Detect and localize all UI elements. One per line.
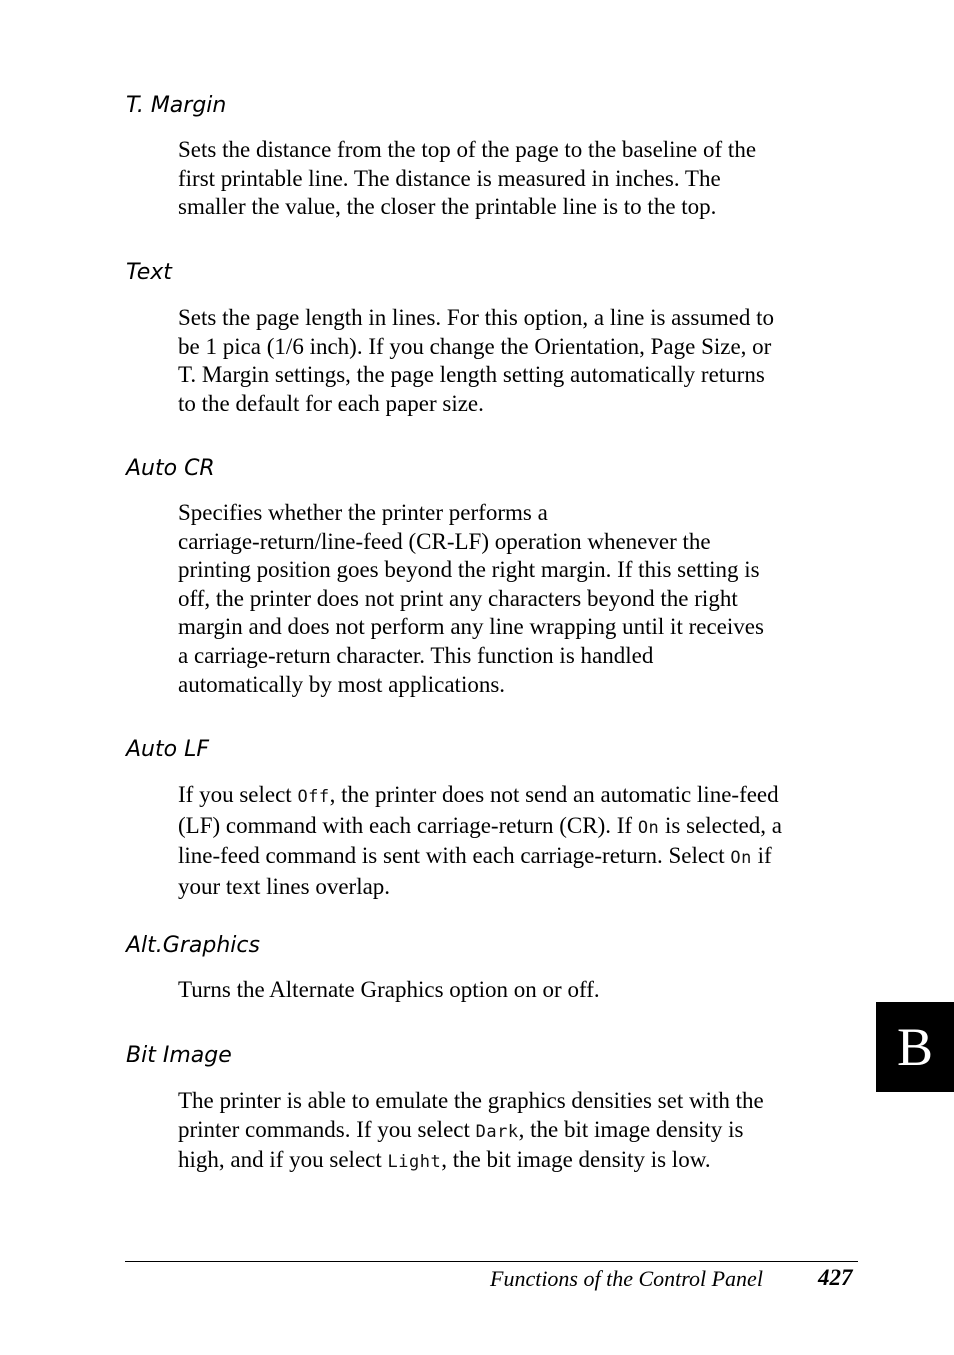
- body-line: [178, 1116, 868, 1147]
- body-line: [178, 781, 868, 812]
- footer-title: Functions of the Control Panel: [490, 1266, 763, 1291]
- section-heading-auto-cr: Auto CR: [126, 456, 215, 481]
- lcd-value-off: Off: [297, 787, 330, 807]
- section-body-auto-lf: [178, 781, 868, 901]
- body-line: [178, 812, 868, 843]
- body-line: be 1 pica (1/6 inch). If you change the Orientation, Page Size, or: [178, 333, 772, 359]
- body-line: to the default for each paper size.: [178, 390, 484, 416]
- text-run: (LF) command with each carriage-return (CR). If: [178, 812, 638, 838]
- text-run: , the printer does not send an automatic line-feed: [329, 782, 779, 807]
- appendix-tab: B: [876, 1002, 954, 1092]
- body-line: [178, 1146, 868, 1177]
- body-line: your text lines overlap.: [178, 873, 391, 899]
- body-line: a carriage-return character. This function is handled: [178, 642, 654, 668]
- section-body-t-margin: [178, 136, 868, 222]
- body-line: Specifies whether the printer performs a: [178, 500, 548, 525]
- text-run: line-feed command is sent with each carriage-return. Select: [178, 843, 731, 869]
- body-line: automatically by most applications.: [178, 671, 506, 697]
- body-line: first printable line. The distance is measured in inches. The: [178, 165, 721, 191]
- section-heading-text: Text: [126, 260, 172, 285]
- text-run: is selected, a: [659, 812, 782, 838]
- body-line: carriage-return/line-feed (CR-LF) operation whenever the: [178, 528, 711, 554]
- body-line: The printer is able to emulate the graphics densities set with the: [178, 1088, 764, 1113]
- section-heading-alt-graphics: Alt.Graphics: [126, 933, 260, 958]
- body-line: off, the printer does not print any characters beyond the right: [178, 585, 738, 611]
- section-heading-t-margin: T. Margin: [126, 93, 227, 118]
- lcd-value-light: Light: [387, 1152, 442, 1173]
- text-run: , the bit image density is: [518, 1116, 744, 1142]
- body-line: margin and does not perform any line wrapping until it receives: [178, 614, 764, 640]
- body-line: [178, 842, 868, 873]
- lcd-value-dark: Dark: [475, 1121, 519, 1142]
- body-line: Sets the distance from the top of the page to the baseline of the: [178, 137, 757, 162]
- body-line: Sets the page length in lines. For this option, a line is assumed to: [178, 305, 775, 330]
- text-run: If you select: [178, 782, 298, 807]
- text-run: if: [751, 843, 772, 869]
- body-line: printing position goes beyond the right margin. If this setting is: [178, 557, 760, 583]
- section-heading-auto-lf: Auto LF: [126, 737, 209, 762]
- body-line: T. Margin settings, the page length setting automatically returns: [178, 362, 765, 388]
- lcd-value-on: On: [730, 848, 752, 869]
- section-body-bit-image: [178, 1087, 868, 1177]
- page-number: 427: [818, 1265, 853, 1290]
- body-line: Turns the Alternate Graphics option on or off.: [178, 977, 600, 1002]
- section-body-alt-graphics: [178, 976, 868, 1005]
- text-run: printer commands. If you select: [178, 1116, 476, 1142]
- text-run: high, and if you select: [178, 1147, 388, 1173]
- section-body-auto-cr: [178, 499, 868, 699]
- section-heading-bit-image: Bit Image: [126, 1043, 232, 1068]
- footer-divider: [125, 1261, 858, 1262]
- lcd-value-on: On: [637, 817, 660, 838]
- text-run: , the bit image density is low.: [441, 1147, 711, 1173]
- section-body-text: [178, 304, 868, 418]
- body-line: smaller the value, the closer the printable line is to the top.: [178, 194, 717, 220]
